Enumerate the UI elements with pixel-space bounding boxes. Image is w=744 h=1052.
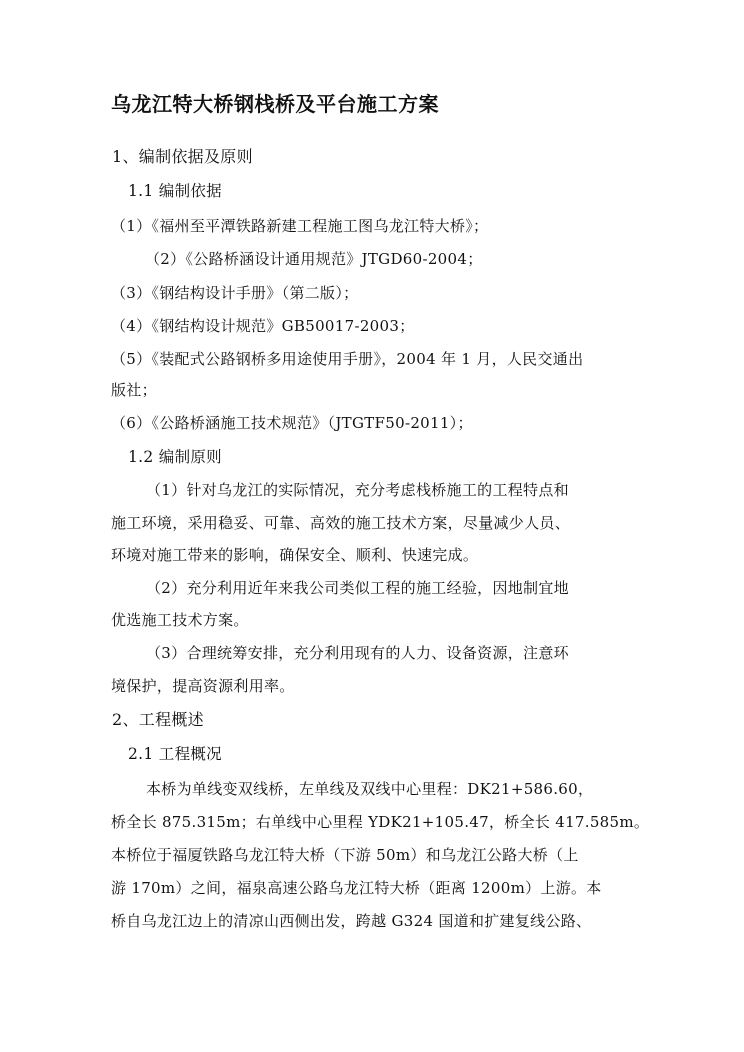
overview-paragraph-line-3: 本桥位于福厦铁路乌龙江特大桥（下游 50m）和乌龙江公路大桥（上: [111, 846, 579, 864]
subsection-heading-1-2: 1.2 编制原则: [128, 448, 222, 466]
overview-paragraph-line-4: 游 170m）之间，福泉高速公路乌龙江特大桥（距离 1200m）上游。本: [111, 879, 602, 897]
subsection-heading-1-1: 1.1 编制依据: [128, 182, 222, 200]
document-title: 乌龙江特大桥钢栈桥及平台施工方案: [111, 92, 439, 116]
section-heading-2: 2、工程概述: [112, 710, 204, 729]
reference-item-5-cont: 版社；: [111, 381, 157, 399]
principle-2-cont: 优选施工技术方案。: [111, 611, 249, 629]
reference-item-4: （4）《钢结构设计规范》GB50017-2003；: [111, 317, 415, 335]
reference-item-5: （5）《装配式公路钢桥多用途使用手册》，2004 年 1 月，人民交通出: [111, 350, 584, 368]
overview-paragraph-line-5: 桥自乌龙江边上的清凉山西侧出发，跨越 G324 国道和扩建复线公路、: [111, 912, 592, 930]
section-heading-1: 1、编制依据及原则: [112, 147, 253, 166]
principle-3-cont: 境保护，提高资源利用率。: [111, 677, 295, 695]
principle-1-cont-2: 环境对施工带来的影响，确保安全、顺利、快速完成。: [111, 546, 479, 564]
overview-paragraph-line-2: 桥全长 875.315m；右单线中心里程 YDK21+105.47，桥全长 417.585m。: [111, 813, 650, 831]
reference-item-6: （6）《公路桥涵施工技术规范》（JTGTF50-2011）；: [111, 414, 473, 432]
principle-1-cont-1: 施工环境，采用稳妥、可靠、高效的施工技术方案，尽量减少人员、: [111, 514, 571, 532]
overview-paragraph-line-1: 本桥为单线变双线桥，左单线及双线中心里程：DK21+586.60，: [146, 780, 594, 798]
reference-item-3: （3）《钢结构设计手册》（第二版）；: [111, 284, 359, 302]
reference-item-1: （1）《福州至平潭铁路新建工程施工图乌龙江特大桥》；: [111, 217, 489, 235]
principle-1: （1）针对乌龙江的实际情况，充分考虑栈桥施工的工程特点和: [146, 481, 569, 499]
principle-2: （2）充分利用近年来我公司类似工程的施工经验，因地制宜地: [146, 579, 569, 597]
reference-item-2: （2）《公路桥涵设计通用规范》JTGD60-2004；: [145, 250, 483, 268]
subsection-heading-2-1: 2.1 工程概况: [128, 745, 222, 763]
principle-3: （3）合理统筹安排，充分利用现有的人力、设备资源，注意环: [146, 644, 569, 662]
